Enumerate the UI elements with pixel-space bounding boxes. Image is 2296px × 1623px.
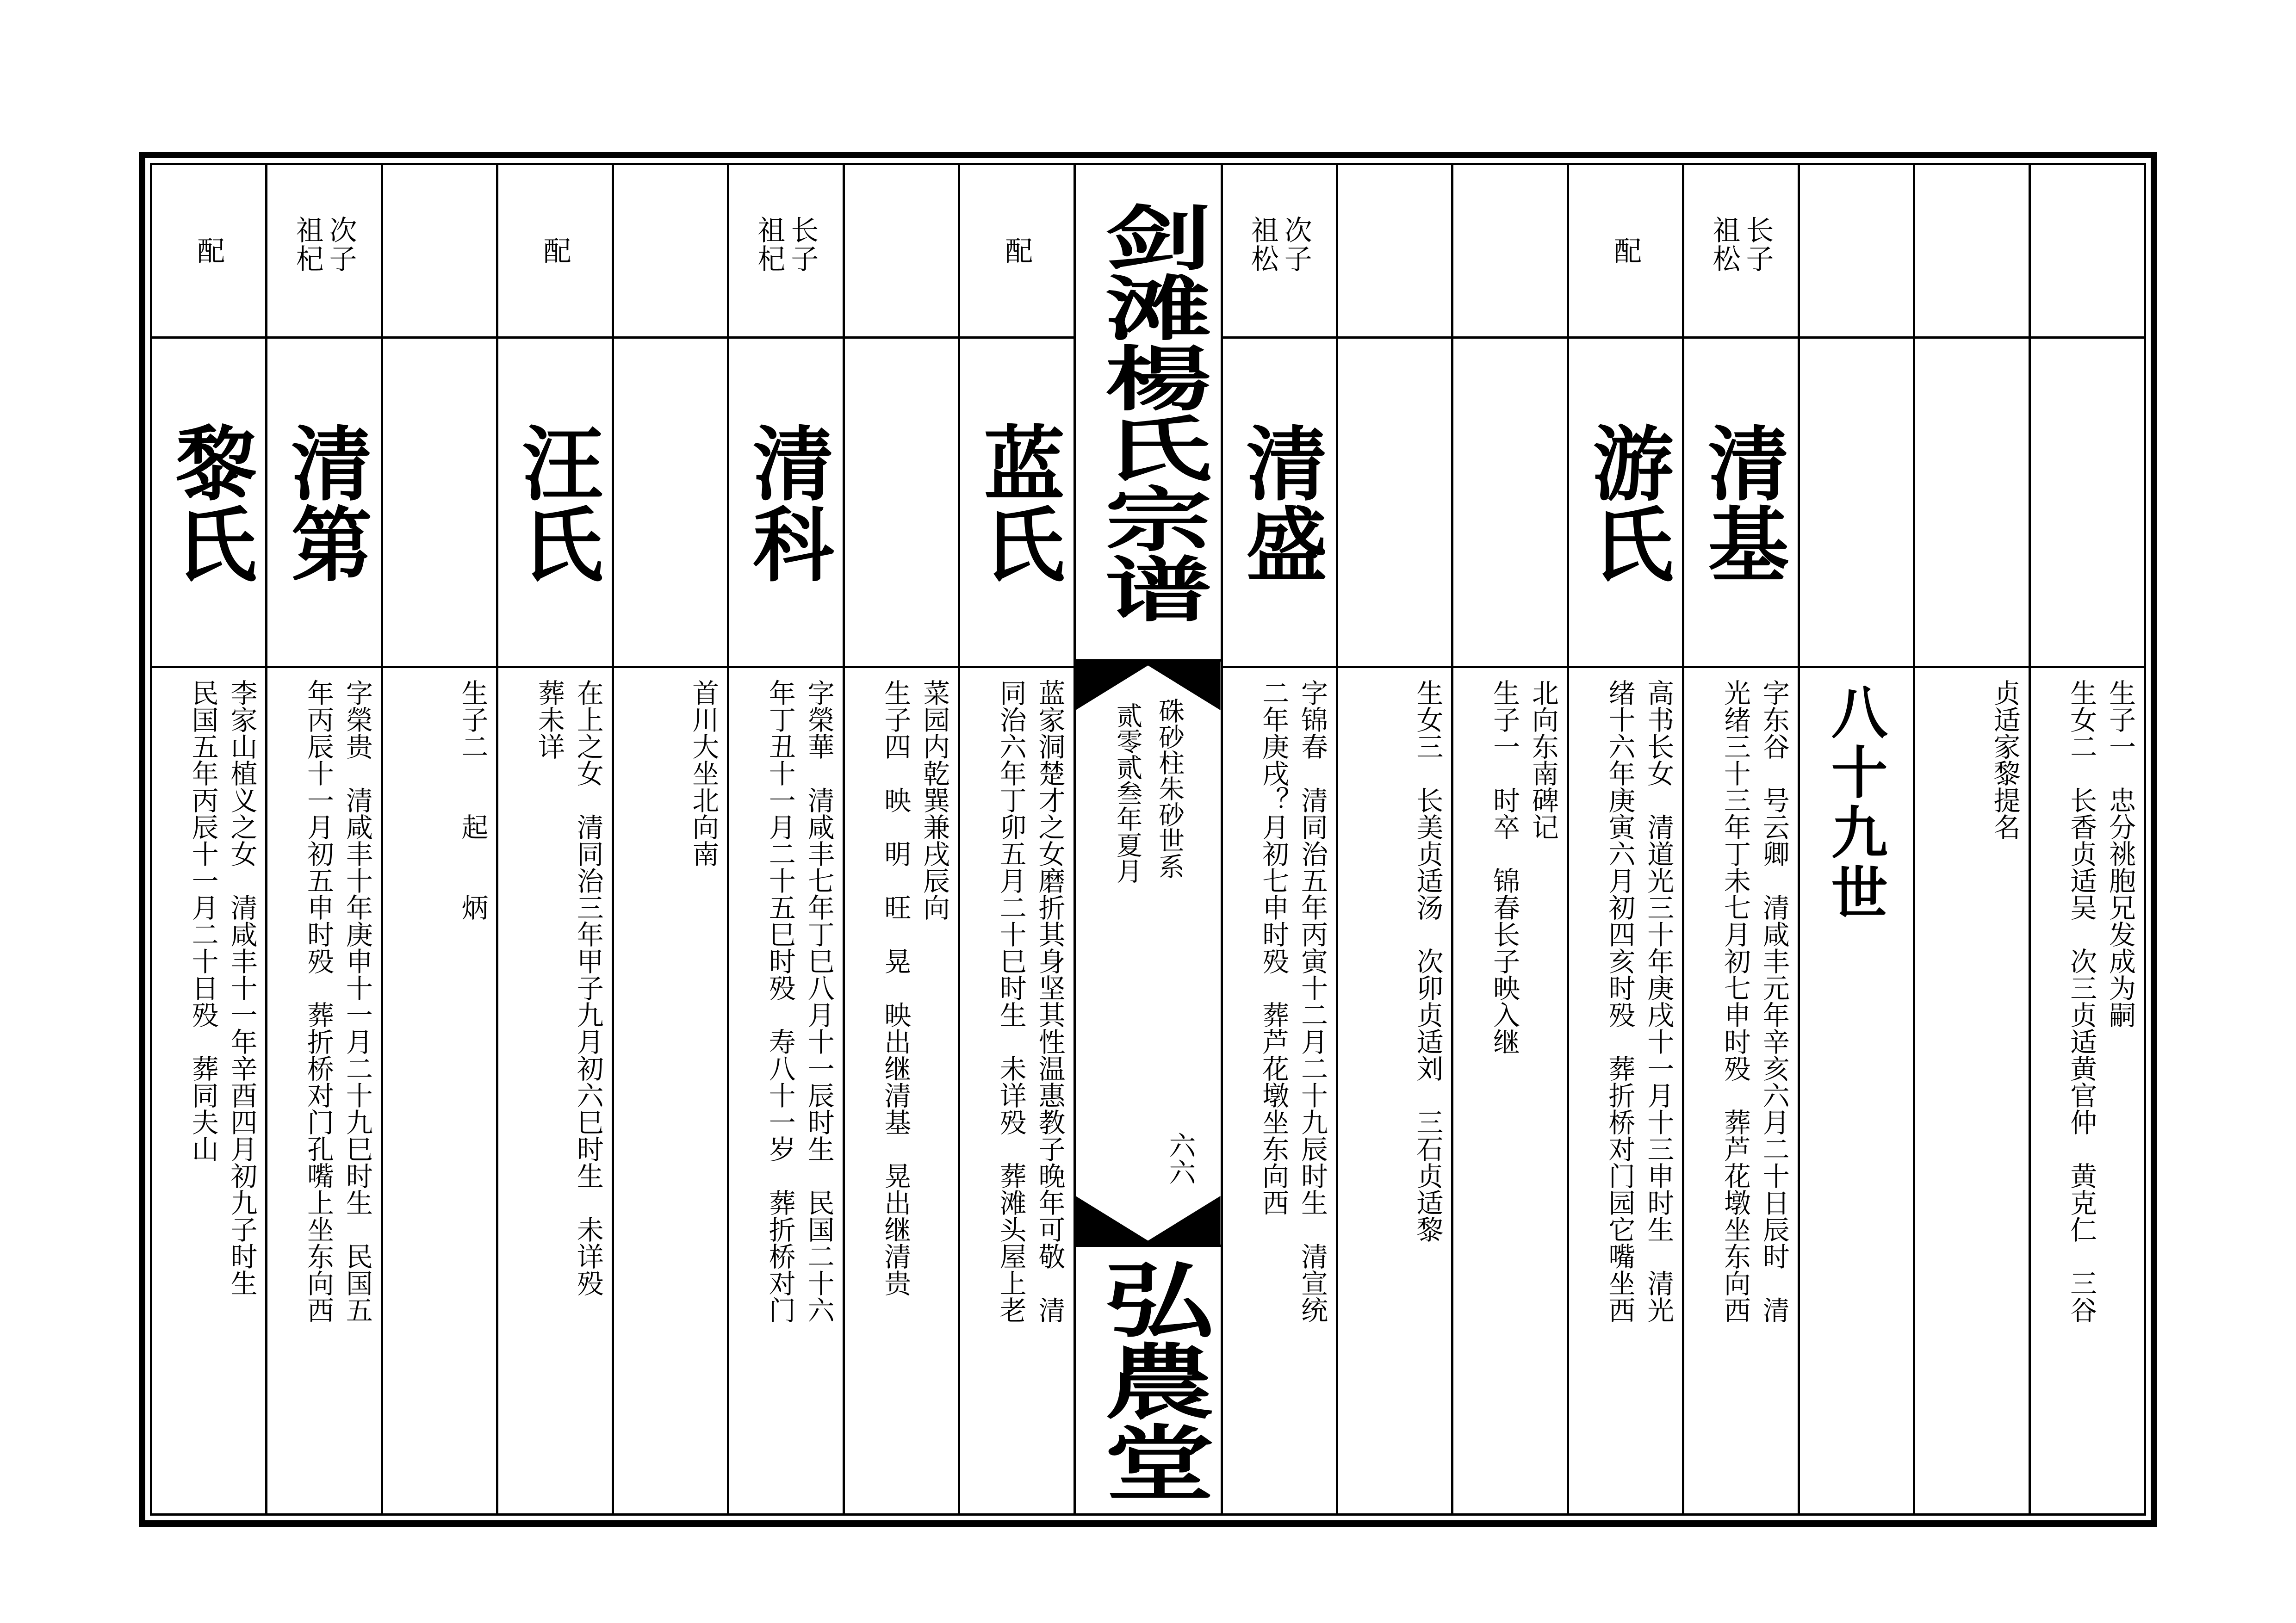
header-cell	[498, 165, 611, 339]
bio-cell	[1569, 668, 1682, 1513]
relation-label: 长子祖松	[1709, 216, 1773, 273]
name-cell	[1915, 339, 2028, 668]
table-inner-frame	[150, 163, 2146, 1516]
column-qingdi	[265, 165, 380, 1513]
bio-line: 字榮贵 清咸丰十年庚申十一月二十九巳时生 民国五	[341, 679, 372, 1323]
bio-line: 生子一 时卒 锦春长子映入继	[1489, 679, 1519, 1055]
header-cell	[1800, 165, 1913, 339]
bio-cell	[152, 668, 265, 1513]
person-name: 清基	[1696, 421, 1787, 583]
name-cell	[383, 339, 496, 668]
bio-line: 字东谷 号云卿 清咸丰元年辛亥六月二十日辰时 清	[1758, 679, 1789, 1323]
bio-line: 高书长女 清道光三十年庚戌十一月十三申时生 清光	[1643, 679, 1674, 1323]
bio-line: 年丁丑十一月二十五巳时殁 寿八十一岁 葬折桥对门	[764, 679, 795, 1323]
bio-line: 李家山植义之女 清咸丰十一年辛酉四月初九子时生	[226, 679, 257, 1296]
column-sons-note	[381, 165, 496, 1513]
bio-cell	[1800, 668, 1913, 1513]
lineage-subtitle: 硃砂柱朱砂世系	[1154, 698, 1184, 879]
title-column	[1074, 165, 1221, 1513]
bio-cell	[1684, 668, 1797, 1513]
bio-line: 生女二 长香贞适吴 次三贞适黄官仲 黄克仁 三谷	[2066, 679, 2097, 1323]
column-tomb-note	[1451, 165, 1566, 1513]
bio-line: 字锦春 清同治五年丙寅十二月二十九辰时生 清宣统	[1297, 679, 1327, 1323]
name-cell	[1569, 339, 1682, 668]
column-lanshi	[958, 165, 1073, 1513]
bio-cell	[1453, 668, 1566, 1513]
column-qingke	[727, 165, 842, 1513]
title-middle-box	[1076, 662, 1221, 1247]
person-name: 黎氏	[164, 421, 254, 583]
header-cell	[1338, 165, 1451, 339]
bio-line: 生子二 起 炳	[457, 679, 488, 921]
bio-line: 首川大坐北向南	[688, 679, 719, 867]
header-cell	[1453, 165, 1566, 339]
header-cell	[1569, 165, 1682, 339]
bio-cell	[729, 668, 842, 1513]
bio-line: 光绪三十三年丁未七月初七申时殁 葬芦花墩坐东向西	[1719, 679, 1750, 1323]
name-cell	[267, 339, 380, 668]
bio-cell	[1223, 668, 1336, 1513]
header-cell	[1684, 165, 1797, 339]
column-heirs-note	[2029, 165, 2144, 1513]
bio-line: 生子一 忠分祧胞兄发成为嗣	[2105, 679, 2135, 1028]
bio-line: 二年庚戌？月初七申时殁 葬芦花墩坐东向西	[1258, 679, 1289, 1216]
relation-label: 配	[193, 236, 224, 265]
relation-label: 次子祖杞	[292, 216, 356, 273]
person-name: 清第	[279, 421, 370, 583]
hall-box	[1076, 1247, 1221, 1513]
bio-line: 年丙辰十一月初五申时殁 葬折桥对门孔嘴上坐东向西	[303, 679, 334, 1323]
bio-line: 字榮華 清咸丰七年丁巳八月十一辰时生 民国二十六	[803, 679, 834, 1323]
name-cell	[1453, 339, 1566, 668]
bio-line: 民国五年丙辰十一月二十日殁 葬同夫山	[187, 679, 218, 1162]
chevron-banner-down	[1076, 1196, 1221, 1245]
column-zhenshi-note	[1913, 165, 2028, 1513]
header-cell	[1223, 165, 1336, 339]
person-name: 清盛	[1235, 421, 1325, 583]
relation-label: 长子祖杞	[754, 216, 818, 273]
bio-cell	[267, 668, 380, 1513]
name-cell	[152, 339, 265, 668]
name-cell	[1338, 339, 1451, 668]
name-cell	[1800, 339, 1913, 668]
column-generation	[1798, 165, 1913, 1513]
relation-label: 配	[1001, 236, 1032, 265]
bio-cell	[960, 668, 1073, 1513]
generation-label: 八十九世	[1823, 683, 1886, 923]
bio-cell	[845, 668, 958, 1513]
header-cell	[267, 165, 380, 339]
relation-label: 配	[540, 236, 571, 265]
header-cell	[1915, 165, 2028, 339]
person-name: 蓝氏	[972, 421, 1062, 583]
bio-line: 菜园内乾巽兼戌辰向	[919, 679, 949, 921]
year-subtitle: 贰零贰叁年夏月	[1113, 702, 1142, 884]
person-name: 游氏	[1581, 421, 1671, 583]
title-box	[1076, 165, 1221, 662]
bio-line: 北向东南碑记	[1527, 679, 1558, 840]
header-cell	[960, 165, 1073, 339]
name-cell	[1684, 339, 1797, 668]
bio-line: 在上之女 清同治三年甲子九月初六巳时生 未详殁	[572, 679, 603, 1296]
header-cell	[614, 165, 727, 339]
relation-label: 次子祖松	[1247, 216, 1311, 273]
bio-cell	[498, 668, 611, 1513]
header-cell	[729, 165, 842, 339]
name-cell	[498, 339, 611, 668]
name-cell	[729, 339, 842, 668]
bio-line: 生女三 长美贞适汤 次卯贞适刘 三石贞适黎	[1412, 679, 1443, 1243]
bio-cell	[1338, 668, 1451, 1513]
bio-cell	[2031, 668, 2144, 1513]
column-qingsheng	[1221, 165, 1336, 1513]
table-outer-frame	[139, 152, 2157, 1527]
name-cell	[614, 339, 727, 668]
bio-cell	[383, 668, 496, 1513]
header-cell	[845, 165, 958, 339]
bio-line: 蓝家洞楚才之女磨折其身坚其性温惠教子晚年可敬 清	[1034, 679, 1065, 1323]
header-cell	[152, 165, 265, 339]
name-cell	[960, 339, 1073, 668]
column-qingji	[1682, 165, 1797, 1513]
header-cell	[2031, 165, 2144, 339]
bio-line: 葬未详	[534, 679, 564, 760]
page-number: 六六	[1165, 1132, 1195, 1185]
bio-line: 贞适家黎提名	[1989, 679, 2020, 840]
bio-cell	[614, 668, 727, 1513]
name-cell	[845, 339, 958, 668]
column-daughters-note	[1336, 165, 1451, 1513]
bio-line: 同治六年丁卯五月二十巳时生 未详殁 葬滩头屋上老	[995, 679, 1026, 1323]
column-youshi	[1567, 165, 1682, 1513]
person-name: 汪氏	[510, 421, 601, 583]
bio-line: 绪十六年庚寅六月初四亥时殁 葬折桥对门园它嘴坐西	[1604, 679, 1635, 1323]
column-garden-note	[843, 165, 958, 1513]
column-shouchuan-note	[612, 165, 727, 1513]
book-title: 剑滩楊氏宗谱	[1089, 201, 1208, 623]
name-cell	[2031, 339, 2144, 668]
bio-cell	[1915, 668, 2028, 1513]
person-name: 清科	[741, 421, 832, 583]
bio-line: 生子四 映 明 旺 晃 映出继清基 晃出继清贵	[880, 679, 911, 1296]
relation-label: 配	[1610, 236, 1641, 265]
header-cell	[383, 165, 496, 339]
column-wangshi	[496, 165, 611, 1513]
hall-name: 弘農堂	[1087, 1258, 1210, 1502]
column-lishi	[152, 165, 265, 1513]
name-cell	[1223, 339, 1336, 668]
subtitle-block	[1076, 698, 1221, 884]
